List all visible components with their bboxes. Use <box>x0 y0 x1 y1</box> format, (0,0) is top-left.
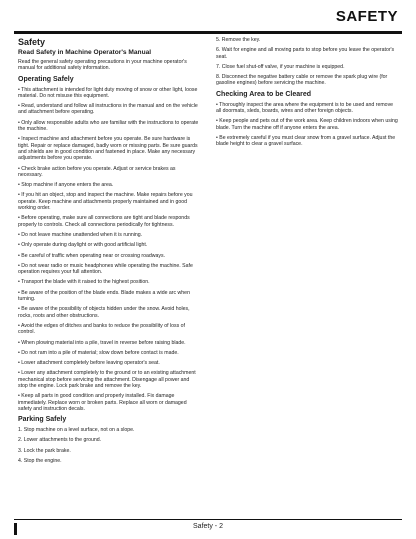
safety-item: • Inspect machine and attachment before you operate. Be sure hardware is tight. Repair or replace damaged, badly worn or missing parts. Be sure guards and shields are in good condition and fastened in place. Make any necessary adjustments before you operate. <box>18 136 198 162</box>
safety-item: • This attachment is intended for light duty moving of snow or other light, loose material. Do not misuse this equipment. <box>18 86 198 99</box>
safety-item: • Be aware of the possibility of objects hidden under the snow. Avoid holes, rocks, roots and other obstructions. <box>18 306 190 319</box>
page-header <box>0 0 416 30</box>
manual-subtitle: Read Safety in Machine Operator's Manual <box>18 49 152 56</box>
parking-step: 7. Close fuel shut-off valve, if your machine is equipped. <box>216 63 345 70</box>
parking-list <box>18 427 200 464</box>
clearing-item: • Keep people and pets out of the work area. Keep children indoors when using blade. Turn the machine off if anyone enters the area. <box>216 118 398 131</box>
parking-heading: Parking Safely <box>18 416 67 424</box>
parking-step: 8. Disconnect the negative battery cable or remove the spark plug wire (for gasoline engines) before servicing the machine. <box>216 74 388 87</box>
safety-item: • Lower any attachment completely to the ground or to an existing attachment mechanical stop before servicing the attachment. Disengage all power and stop the engine. Lock park brake and remove the key. <box>18 370 196 389</box>
safety-item: • Only allow responsible adults who are familiar with the instructions to operate the machine. <box>18 119 199 133</box>
parking-step: 1. Stop machine on a level surface, not on a slope. <box>18 427 135 434</box>
clearing-list <box>216 102 398 148</box>
header-rule <box>14 31 402 34</box>
safety-item: • Check brake action before you operate. Adjust or service brakes as necessary. <box>18 165 176 178</box>
safety-item: • Stop machine if anyone enters the area. <box>18 182 114 189</box>
left-column <box>18 37 200 468</box>
parking-step: 2. Lower attachments to the ground. <box>18 437 102 444</box>
safety-item: • Do not ram into a pile of material; slow down before contact is made. <box>18 349 179 356</box>
parking-step: 5. Remove the key. <box>216 37 261 43</box>
clearing-item: • Be extremely careful if you must clear snow from a gravel surface. Adjust the blade height to clear a gravel surface. <box>216 134 396 148</box>
right-column <box>216 37 398 152</box>
parking-step: 6. Wait for engine and all moving parts to stop before you leave the operator's seat. <box>216 47 395 60</box>
safety-item: • Be careful of traffic when operating near or crossing roadways. <box>18 252 166 259</box>
intro-paragraph: Read the general safety operating precautions in your machine operator's manual for additional safety information. <box>18 59 187 72</box>
parking-step: 4. Stop the engine. <box>18 458 62 465</box>
section-title: Safety <box>18 37 46 47</box>
parking-list-continued <box>216 37 398 87</box>
safety-item: • Read, understand and follow all instructions in the manual and on the vehicle and attachment before operating. <box>18 103 198 116</box>
safety-item: • Transport the blade with it raised to the highest position. <box>18 279 150 286</box>
clearing-item: • Thoroughly inspect the area where the equipment is to be used and remove all doormats, sleds, boards, wires and other foreign objects. <box>216 101 394 115</box>
safety-item: • Avoid the edges of ditches and banks to reduce the possibility of loss of control. <box>18 322 185 336</box>
operating-heading: Operating Safely <box>18 75 74 83</box>
safety-item: • Only operate during daylight or with good artificial light. <box>18 242 148 249</box>
page-number: Safety - 2 <box>193 523 223 530</box>
parking-step: 3. Lock the park brake. <box>18 447 71 454</box>
operating-list <box>18 87 200 413</box>
safety-item: • Be aware of the position of the blade ends. Blade makes a wide arc when turning. <box>18 289 190 303</box>
footer-rule <box>14 519 402 520</box>
page-title: SAFETY <box>335 8 398 25</box>
safety-item: • Do not leave machine unattended when it is running. <box>18 231 143 238</box>
safety-item: • Before operating, make sure all connections are tight and blade responds properly to controls. Check all connections periodically for tightness. <box>18 215 190 228</box>
safety-item: • Do not wear radio or music headphones while operating the machine. Safe operation requires your full attention. <box>18 262 193 276</box>
clearing-heading: Checking Area to be Cleared <box>216 90 312 98</box>
safety-item: • When plowing material into a pile, travel in reverse before raising blade. <box>18 339 186 346</box>
safety-item: • Lower attachment completely before leaving operator's seat. <box>18 360 160 367</box>
safety-item: • If you hit an object, stop and inspect the machine. Make repairs before you operate. Keep machine and attachments properly maintained and in good working order. <box>18 192 193 212</box>
safety-item: • Keep all parts in good condition and properly installed. Fix damage immediately. Replace worn or broken parts. Replace all worn or damaged safety and instruction decals. <box>18 393 187 412</box>
